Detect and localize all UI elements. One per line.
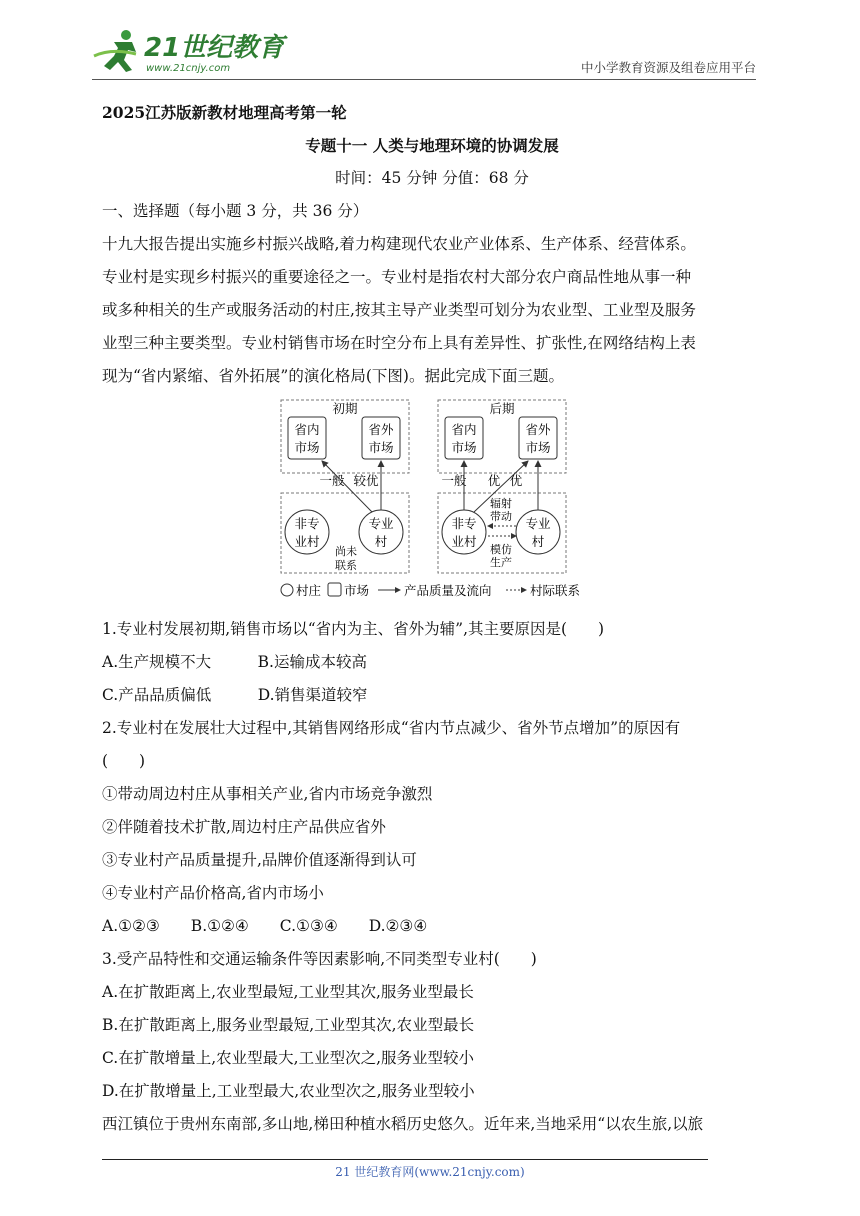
late-imitate: 模仿 [490,543,512,556]
time-score: 时间：45 分钟 分值：68 分 [335,169,529,187]
question-1: 1.专业村发展初期,销售市场以“省内为主、省外为辅”,其主要原因是( ) [102,620,605,638]
question-2-options: A.①②③ B.①②④ C.①③④ D.②③④ [102,917,428,935]
site-logo[interactable] [92,26,285,78]
early-no-link: 尚未 [335,545,357,558]
footer-divider [102,1159,708,1160]
late-out-quality: 优 [487,473,501,488]
question-2: 2.专业村在发展壮大过程中,其销售网络形成“省内节点减少、省外节点增加”的原因有 [102,719,681,737]
footer-link[interactable]: 21 世纪教育网(www.21cnjy.com) [335,1165,525,1179]
early-prov-in-label: 省内 [294,422,320,437]
topic-title: 专题十一 人类与地理环境的协调发展 [305,136,559,155]
late-radiate: 辐射 [490,497,512,510]
question-3: 3.受产品特性和交通运输条件等因素影响,不同类型专业村( ) [102,950,537,968]
question-2-blank: ( ) [102,752,146,770]
late-imitate: 生产 [490,556,512,569]
passage-line: 专业村是实现乡村振兴的重要途径之一。专业村是指农村大部分农户商品性地从事一种 [102,268,692,286]
early-prov-in-label: 市场 [294,440,320,455]
question-3-option-d: D.在扩散增量上,工业型最大,农业型次之,服务业型较小 [102,1082,475,1100]
question-2-statement-3: ③专业村产品质量提升,品牌价值逐渐得到认可 [102,851,417,869]
question-2-statement-2: ②伴随着技术扩散,周边村庄产品供应省外 [102,818,386,836]
early-prov-out-label: 省外 [368,422,394,437]
question-1-option-ab: A.生产规模不大 B.运输成本较高 [102,653,367,671]
late-spec-label: 村 [531,534,545,549]
question-1-option-cd: C.产品品质偏低 D.销售渠道较窄 [102,686,368,704]
runner-logo-icon [92,26,285,78]
series-title: 2025江苏版新教材地理高考第一轮 [102,103,347,122]
passage-line: 十九大报告提出实施乡村振兴战略,着力构建现代农业产业体系、生产体系、经营体系。 [102,235,696,253]
early-spec-label: 村 [374,534,388,549]
market-network-diagram [102,393,762,613]
platform-name: 中小学教育资源及组卷应用平台 [580,60,756,75]
passage-line: 现为“省内紧缩、省外拓展”的演化格局(下图)。据此完成下面三题。 [102,367,564,385]
early-title: 初期 [332,401,358,416]
header-divider [92,79,756,80]
diagram-svg [278,395,618,610]
late-title: 后期 [489,401,515,416]
section-heading: 一、选择题（每小题 3 分，共 36 分） [102,202,369,220]
logo-text: 21世纪教育 [144,33,285,63]
early-out-quality: 较优 [353,473,379,488]
question-3-option-a: A.在扩散距离上,农业型最短,工业型其次,服务业型最长 [102,983,474,1001]
passage-2-line: 西江镇位于贵州东南部,多山地,梯田种植水稻历史悠久。近年来,当地采用“以农生旅,以旅 [102,1115,704,1133]
legend-village-icon [281,584,293,596]
legend-market-icon [328,583,341,596]
early-in-quality: 一般 [319,473,345,488]
early-spec-label: 专业 [368,516,394,531]
legend-link-label: 村际联系 [530,583,581,598]
legend-flow-label: 产品质量及流向 [404,583,492,598]
passage-line: 或多种相关的生产或服务活动的村庄,按其主导产业类型可划分为农业型、工业型及服务 [102,301,696,319]
question-2-statement-1: ①带动周边村庄从事相关产业,省内市场竞争激烈 [102,785,433,803]
document-body [102,96,762,1141]
early-prov-out-label: 市场 [368,440,394,455]
passage-line: 业型三种主要类型。专业村销售市场在时空分布上具有差异性、扩张性,在网络结构上表 [102,334,696,352]
question-3-option-c: C.在扩散增量上,农业型最大,工业型次之,服务业型较小 [102,1049,475,1067]
late-prov-in-label: 市场 [451,440,477,455]
late-prov-out-label: 省外 [525,422,551,437]
late-radiate: 带动 [490,510,512,523]
early-nonspec-label: 非专 [294,516,320,531]
question-3-option-b: B.在扩散距离上,服务业型最短,工业型其次,农业型最长 [102,1016,475,1034]
question-2-statement-4: ④专业村产品价格高,省内市场小 [102,884,324,902]
early-no-link: 联系 [335,559,357,572]
legend-market-label: 市场 [344,583,370,598]
late-nonspec-label: 业村 [451,534,477,549]
late-in-quality: 一般 [441,473,467,488]
late-nonspec-label: 非专 [451,516,477,531]
late-out-quality: 优 [509,473,523,488]
early-nonspec-label: 业村 [294,534,320,549]
logo-url: www.21cnjy.com [146,63,231,74]
late-spec-label: 专业 [525,516,551,531]
page-header [0,0,860,90]
legend-village-label: 村庄 [296,583,322,598]
late-prov-out-label: 市场 [525,440,551,455]
late-prov-in-label: 省内 [451,422,477,437]
